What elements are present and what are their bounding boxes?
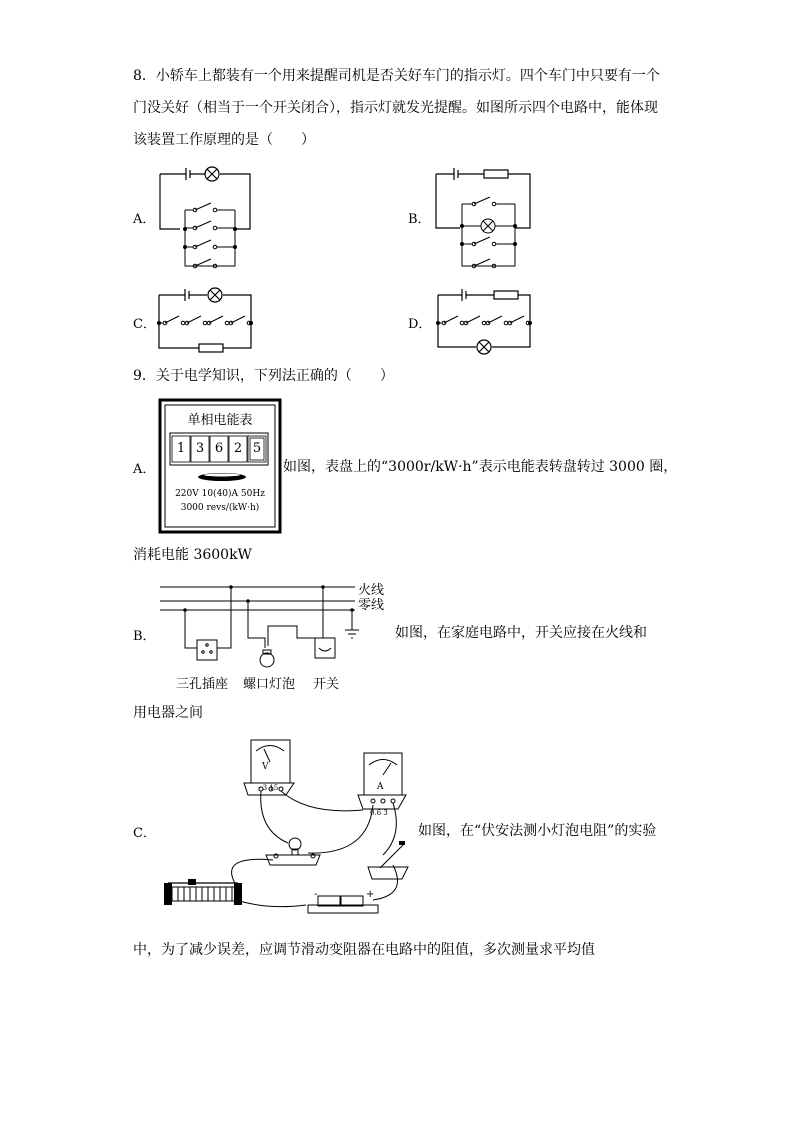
meter-title: 单相电能表 (187, 413, 253, 428)
circuit-a-diagram (150, 160, 260, 270)
meter-digit-3: 6 (214, 441, 224, 456)
q9-option-b-label: B． (133, 629, 156, 644)
bulb-label: 螺口灯泡 (243, 677, 296, 692)
meter-spec-1: 220V 10(40)A 50Hz (175, 489, 265, 499)
circuit-d-diagram (432, 285, 542, 355)
q8-line-1: 8．小轿车上都装有一个用来提醒司机是否关好车门的指示灯。四个车门中只要有一个 (133, 68, 660, 84)
meter-digit-5: 5 (252, 441, 262, 456)
q8-line-3: 该装置工作原理的是（ ） (133, 132, 315, 148)
battery-minus: - (314, 889, 318, 900)
neutral-wire-label: 零线 (358, 598, 385, 613)
meter-digit-2: 3 (195, 441, 205, 456)
q9-option-b-text-1: 如图，在家庭电路中，开关应接在火线和 (395, 625, 647, 641)
circuit-c-diagram (155, 285, 265, 355)
q9-option-c-label: C． (133, 826, 156, 841)
q8-option-c-label: C． (133, 317, 156, 332)
circuit-b-diagram (430, 160, 540, 270)
q8-line-2: 门没关好（相当于一个开关闭合），指示灯就发光提醒。如图所示四个电路中，能体现 (133, 100, 658, 116)
q9-option-c-text-2: 中，为了减少误差，应调节滑动变阻器在电路中的阻值，多次测量求平均值 (133, 942, 595, 958)
q9-stem: 9．关于电学知识，下列法正确的（ ） (133, 368, 394, 384)
ammeter-symbol: A (377, 782, 384, 792)
battery-plus: + (366, 889, 375, 900)
meter-spec-2: 3000 revs/(kW·h) (180, 503, 260, 513)
q8-option-a-label: A． (133, 212, 156, 227)
experiment-apparatus (158, 735, 418, 925)
q9-option-a-text-2: 消耗电能 3600kW (133, 547, 252, 563)
voltmeter-symbol: V (262, 762, 269, 772)
ammeter-terminals: 0.6 3 (370, 809, 388, 817)
q8-option-b-label: B． (408, 212, 431, 227)
q9-option-a-label: A． (133, 462, 156, 477)
meter-digit-1: 1 (176, 441, 186, 456)
q9-option-b-text-2: 用电器之间 (133, 705, 203, 721)
voltmeter-terminals: - 3 15 (258, 784, 279, 792)
fire-wire-label: 火线 (358, 583, 385, 598)
meter-digit-4: 2 (233, 441, 243, 456)
socket-label: 三孔插座 (176, 677, 229, 692)
switch-label: 开关 (313, 677, 340, 692)
q8-option-d-label: D． (408, 317, 432, 332)
q9-option-c-text-1: 如图，在“伏安法测小灯泡电阻”的实验 (418, 823, 657, 839)
q9-option-a-text-1: 如图，表盘上的“3000r/kW·h”表示电能表转盘转过 3000 圈， (283, 459, 678, 475)
